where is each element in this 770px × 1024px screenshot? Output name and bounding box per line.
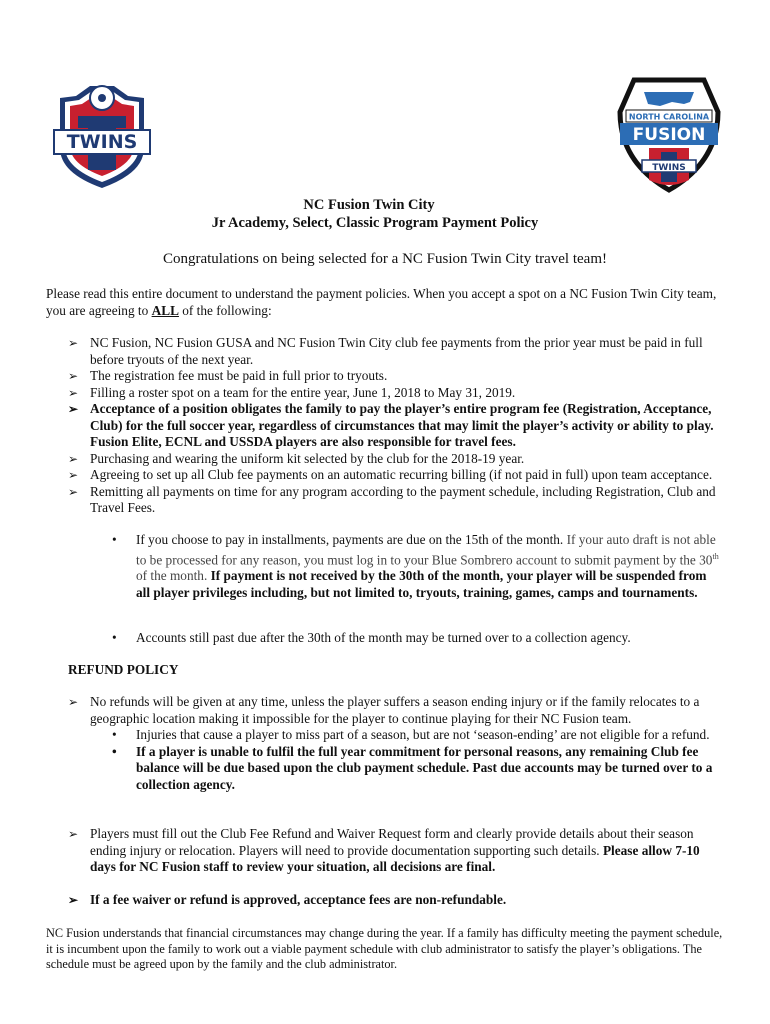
arrow-bullet-icon: ➢: [68, 827, 79, 841]
document-subtitle: Jr Academy, Select, Classic Program Payment Policy: [211, 215, 539, 231]
intro-paragraph: [46, 286, 726, 319]
installments-list: [112, 532, 722, 601]
refund-sub-list: [112, 727, 724, 793]
round-bullet-icon: •: [112, 743, 117, 759]
refund-list: [68, 694, 728, 727]
policy-item: ➢ Filling a roster spot on a team for the entire year, June 1, 2018 to May 31, 2019.: [68, 384, 516, 400]
arrow-bullet-icon: ➢: [68, 468, 79, 482]
arrow-bullet-icon: ➢: [68, 402, 79, 416]
arrow-bullet-icon: ➢: [68, 695, 79, 709]
policy-item: ➢ The registration fee must be paid in full prior to tryouts.: [68, 368, 388, 383]
nc-logo-top-text: NORTH CAROLINA: [628, 112, 710, 122]
policy-item: ➢ Remitting all payments on time for any program according to the payment schedule, including Registration, Club and Travel Fees.: [68, 483, 716, 515]
refund-sub-item: • Injuries that cause a player to miss part of a season, but are not ‘season-ending’ are not eligible for a refund.: [112, 727, 710, 742]
closing-paragraph: NC Fusion understands that financial circumstances may change during the year. If a family has difficulty meeting the payment schedule, it is incumbent upon the family to work out a viable payment schedule with club administrator to satisfy the player’s obligations. The schedule must be agreed upon by the family and the club administrator.: [46, 926, 723, 971]
refund-policy-heading: REFUND POLICY: [68, 662, 179, 677]
arrow-bullet-icon: ➢: [68, 369, 79, 383]
round-bullet-icon: •: [112, 630, 117, 645]
policy-item: ➢ Agreeing to set up all Club fee payments on an automatic recurring billing (if not paid in full) upon team acceptance.: [68, 467, 713, 482]
arrow-bullet-icon: ➢: [68, 451, 79, 466]
intro-text-b: of the following:: [178, 302, 272, 318]
intro-all-emphasis: ALL: [151, 302, 179, 318]
policy-item: ➢ NC Fusion, NC Fusion GUSA and NC Fusion Twin City club fee payments from the prior year must be paid in full before tryouts of the next year.: [68, 335, 703, 367]
refund-item: ➢ If a fee waiver or refund is approved, acceptance fees are non-refundable.: [68, 892, 507, 907]
past-due-list: [112, 630, 722, 647]
refund-form-list: [68, 826, 728, 876]
arrow-bullet-icon: ➢: [68, 336, 79, 350]
policy-list: [68, 335, 728, 517]
twins-logo: [52, 78, 152, 190]
past-due-item: • Accounts still past due after the 30th of the month may be turned over to a collection agency.: [112, 630, 631, 645]
round-bullet-icon: •: [112, 532, 117, 547]
nc-logo-bottom-text: TWINS: [652, 163, 686, 173]
refund-sub-item: • If a player is unable to fulfil the full year commitment for personal reasons, any remaining Club fee balance will be due based upon the club payment schedule. Past due accounts may be turned over to a collection agency.: [112, 743, 713, 792]
nc-logo-main-text: FUSION: [632, 125, 706, 145]
arrow-bullet-icon: ➢: [68, 893, 79, 907]
refund-waiver-list: [68, 892, 728, 909]
twins-logo-text: TWINS: [66, 131, 138, 153]
refund-item: ➢ No refunds will be given at any time, unless the player suffers a season ending injury or if the family relocates to a geographic location making it impossible for the player to continue playing for their NC Fusion team.: [68, 694, 700, 726]
round-bullet-icon: •: [112, 727, 117, 742]
arrow-bullet-icon: ➢: [68, 385, 79, 400]
intro-text-a: Please read this entire document to understand the payment policies. When you accept a spot on a NC Fusion Twin City team, you are agreeing to: [46, 286, 717, 318]
nc-fusion-logo: [614, 72, 724, 194]
document-title: NC Fusion Twin City: [303, 197, 435, 213]
policy-item: ➢ Purchasing and wearing the uniform kit selected by the club for the 2018-19 year.: [68, 450, 525, 466]
policy-item: ➢ Acceptance of a position obligates the family to pay the player’s entire program fee (Registration, Acceptance, Club) for the full soccer year, regardless of circumstances that may limit the player’s activity or ability to play. Fusion Elite, ECNL and USSDA players are also responsible for travel fees.: [68, 401, 714, 449]
installments-item: • If you choose to pay in installments, payments are due on the 15th of the month. If your auto draft is not able to be processed for any reason, you must log in to your Blue Sombrero account to submit payment by the 30th of the month. If payment is not received by the 30th of the month, your player will be suspended from all player privileges including, but not limited to, tryouts, training, games, camps and tournaments.: [112, 532, 719, 600]
refund-item: ➢ Players must fill out the Club Fee Refund and Waiver Request form and clearly provide details about their season ending injury or relocation. Players will need to provide documentation supporting such details. Please allow 7-10 days for NC Fusion staff to review your situation, all decisions are final.: [68, 826, 700, 874]
arrow-bullet-icon: ➢: [68, 484, 79, 499]
congratulations-line: Congratulations on being selected for a NC Fusion Twin City travel team!: [162, 251, 607, 267]
